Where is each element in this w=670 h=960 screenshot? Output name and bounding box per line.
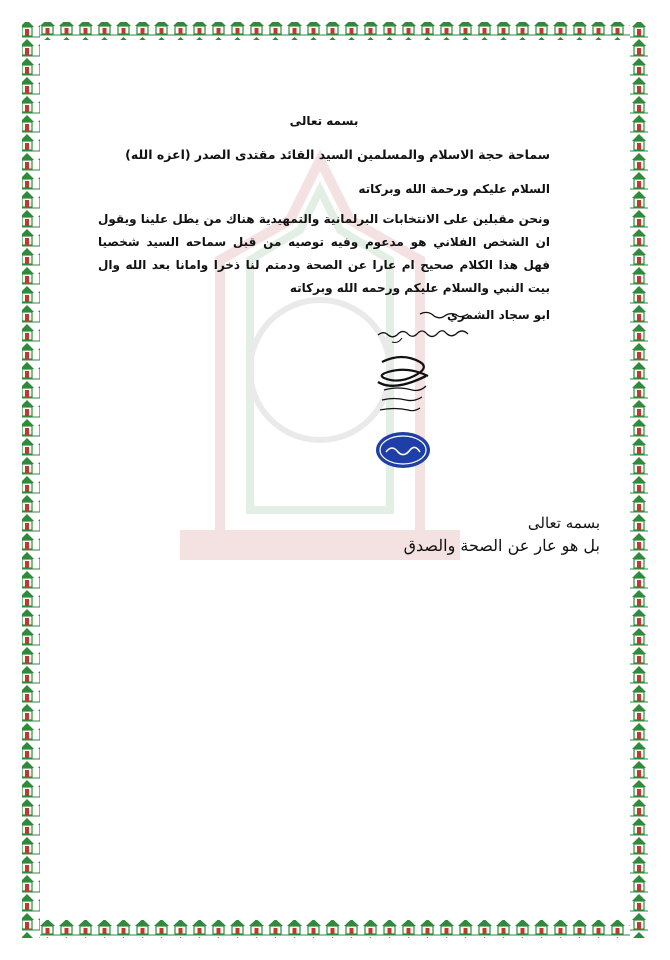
letter-body: ونحن مقبلين على الانتخابات البرلمانية والتمهيدية هناك من يطل علينا ويقول ان الشخص الفلاني هو مدعوم وفيه توصيه من قبل سماحه السيد شخصيا فهل هذا الكلام صحيح ام عارا عن الصحة ودمتم لنا ذخرا وامانا بعد الله وال بيت النبي والسلام عليكم ورحمه الله وبركاته — [98, 212, 550, 295]
letter-addressee: سماحة حجة الاسلام والمسلمين السيد القائد مقتدى الصدر (اعزه الله) — [125, 147, 550, 162]
handwritten-signature — [372, 352, 442, 418]
handwritten-reply — [372, 308, 472, 352]
letter-sender: ابو سجاد الشمري — [447, 308, 550, 322]
transcription-line-1: بسمه تعالى — [527, 514, 600, 532]
letter-greeting: السلام عليكم ورحمة الله وبركاته — [358, 182, 550, 196]
letter-salutation: بسمه تعالى — [289, 114, 359, 128]
reply-transcription — [300, 512, 600, 558]
transcription-line-2: بل هو عار عن الصحة والصدق — [403, 536, 600, 555]
blue-stamp — [374, 430, 432, 470]
